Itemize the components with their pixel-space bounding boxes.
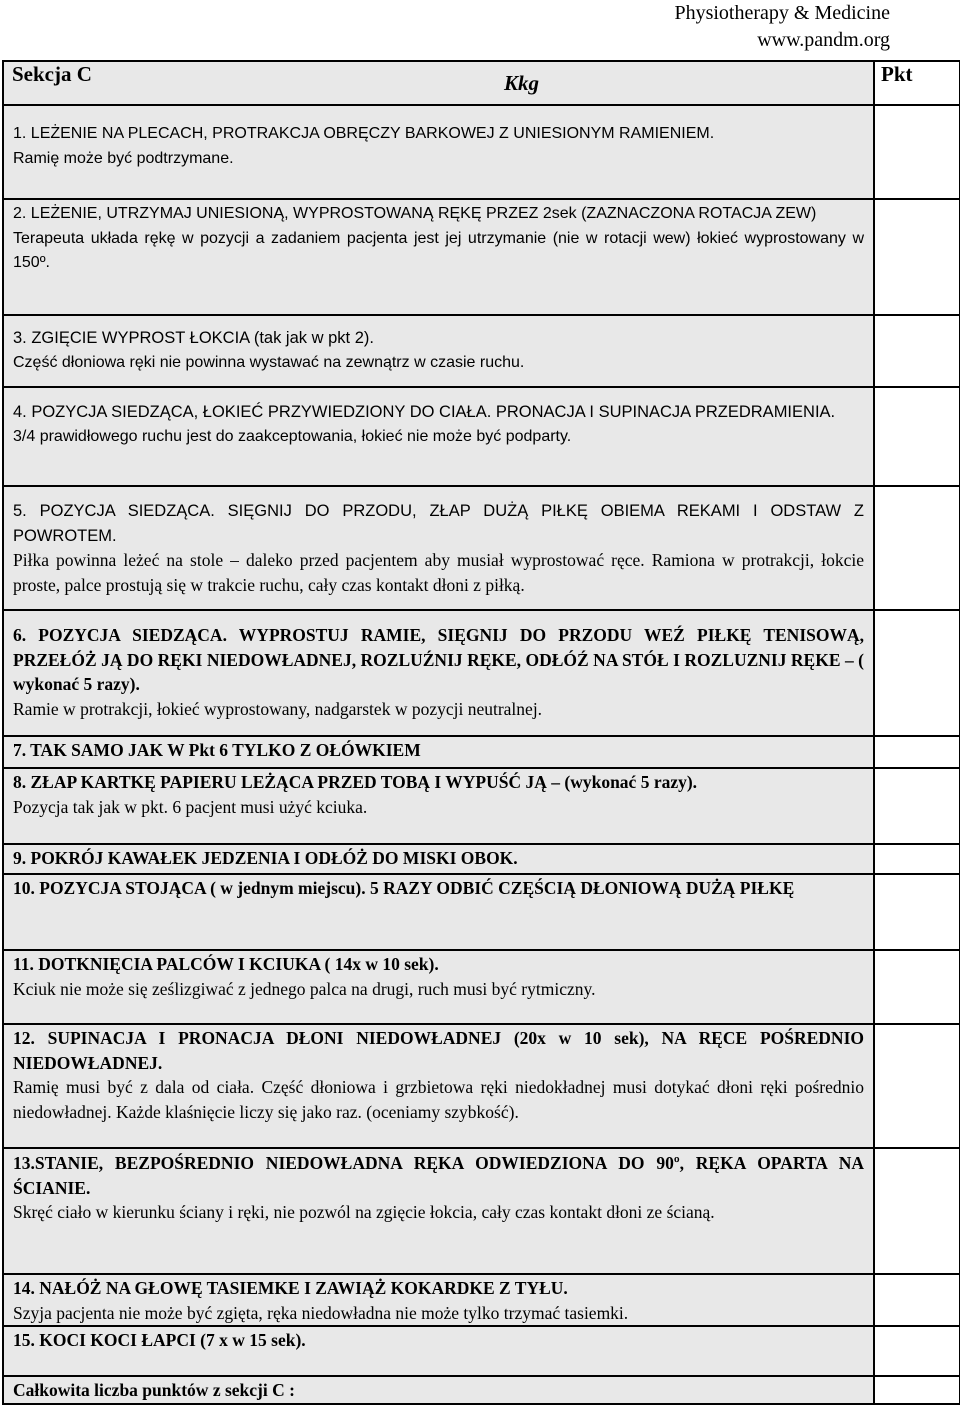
table-row bbox=[3, 1148, 960, 1274]
table-row bbox=[3, 1274, 960, 1326]
item-title: 10. POZYCJA STOJĄCA ( w jednym miejscu). 5 RAZY ODBIĆ CZĘŚCIĄ DŁONIOWĄ DUŻĄ PIŁKĘ bbox=[13, 878, 795, 898]
item-title: 5. POZYCJA SIEDZĄCA. SIĘGNIJ DO PRZODU, ZŁAP DUŻĄ PIŁKĘ OBIEMA REKAMI I ODSTAW Z POWROTEM. bbox=[13, 502, 864, 545]
points-cell[interactable] bbox=[874, 768, 960, 844]
journal-name: Physiotherapy & Medicine bbox=[674, 2, 890, 24]
item-title: 7. TAK SAMO JAK W Pkt 6 TYLKO Z OŁÓWKIEM bbox=[13, 740, 421, 760]
item-title: 3. ZGIĘCIE WYPROST ŁOKCIA (tak jak w pkt 2). bbox=[13, 329, 374, 347]
points-cell[interactable] bbox=[874, 315, 960, 387]
points-cell[interactable] bbox=[874, 874, 960, 950]
table-row bbox=[3, 105, 960, 199]
item-cell bbox=[3, 874, 874, 950]
points-cell[interactable] bbox=[874, 105, 960, 199]
table-row bbox=[3, 844, 960, 874]
item-cell bbox=[3, 768, 874, 844]
item-cell bbox=[3, 950, 874, 1024]
item-description: Ramie w protrakcji, łokieć wyprostowany, nadgarstek w pozycji neutralnej. bbox=[13, 698, 543, 719]
table-row bbox=[3, 1326, 960, 1376]
item-title: 4. POZYCJA SIEDZĄCA, ŁOKIEĆ PRZYWIEDZIONY DO CIAŁA. PRONACJA I SUPINACJA PRZEDRAMIENIA. bbox=[13, 403, 836, 421]
item-cell bbox=[3, 315, 874, 387]
item-description: Kciuk nie może się ześlizgiwać z jednego palca na drugi, ruch musi być rytmiczny. bbox=[13, 978, 596, 999]
table-row bbox=[3, 387, 960, 486]
table-row bbox=[3, 950, 960, 1024]
points-cell[interactable] bbox=[874, 844, 960, 874]
pkt-header: Pkt bbox=[874, 61, 960, 105]
table-row bbox=[3, 1024, 960, 1148]
total-cell bbox=[3, 1376, 874, 1404]
points-cell[interactable] bbox=[874, 736, 960, 768]
item-title: 6. POZYCJA SIEDZĄCA. WYPROSTUJ RAMIE, SIĘGNIJ DO PRZODU WEŹ PIŁKĘ TENISOWĄ, PRZEŁÓŻ JĄ DO RĘKI NIEDOWŁADNEJ, ROZLUŹNIJ RĘKE, ODŁÓŹ NA STÓŁ I ROZLUZNIJ RĘKE – ( wykonać 5 razy). bbox=[13, 625, 864, 694]
item-cell bbox=[3, 736, 874, 768]
table-row bbox=[3, 736, 960, 768]
table-row bbox=[3, 874, 960, 950]
item-title: 13.STANIE, BEZPOŚREDNIO NIEDOWŁADNA RĘKA ODWIEDZIONA DO 90º, RĘKA OPARTA NA ŚCIANIE. bbox=[13, 1153, 864, 1198]
points-cell[interactable] bbox=[874, 950, 960, 1024]
item-title: 9. POKRÓJ KAWAŁEK JEDZENIA I ODŁÓŻ DO MISKI OBOK. bbox=[13, 848, 518, 868]
item-cell bbox=[3, 844, 874, 874]
points-cell[interactable] bbox=[874, 486, 960, 610]
points-cell[interactable] bbox=[874, 1326, 960, 1376]
item-cell bbox=[3, 199, 874, 315]
item-cell bbox=[3, 1148, 874, 1274]
table-row bbox=[3, 610, 960, 736]
journal-url: www.pandm.org bbox=[757, 29, 890, 51]
total-label: Całkowita liczba punktów z sekcji C : bbox=[13, 1380, 295, 1400]
item-cell bbox=[3, 387, 874, 486]
points-cell[interactable] bbox=[874, 1024, 960, 1148]
kkg-label: Kkg bbox=[504, 71, 540, 95]
points-cell[interactable] bbox=[874, 199, 960, 315]
item-title: 2. LEŻENIE, UTRZYMAJ UNIESIONĄ, WYPROSTOWANĄ RĘKĘ PRZEZ 2sek (ZAZNACZONA ROTACJA ZEW) bbox=[13, 205, 817, 222]
item-cell bbox=[3, 1024, 874, 1148]
item-cell bbox=[3, 105, 874, 199]
item-title: 12. SUPINACJA I PRONACJA DŁONI NIEDOWŁADNEJ (20x w 10 sek), NA RĘCE POŚREDNIO NIEDOWŁADNEJ. bbox=[13, 1028, 864, 1073]
item-description: Piłka powinna leżeć na stole – daleko przed pacjentem aby musiał wyprostować ręce. Ramiona w protrakcji, łokcie proste, palce prostują się w trakcie ruchu, cały czas kontakt dłoni z piłką. bbox=[13, 550, 864, 595]
points-cell[interactable] bbox=[874, 387, 960, 486]
item-cell bbox=[3, 1274, 874, 1326]
points-cell[interactable] bbox=[874, 610, 960, 736]
item-title: 15. KOCI KOCI ŁAPCI (7 x w 15 sek). bbox=[13, 1330, 306, 1350]
item-description: 3/4 prawidłowego ruchu jest do zaakceptowania, łokieć nie może być podparty. bbox=[13, 427, 572, 445]
item-title: 11. DOTKNIĘCIA PALCÓW I KCIUKA ( 14x w 10 sek). bbox=[13, 954, 439, 974]
item-description: Pozycja tak jak w pkt. 6 pacjent musi użyć kciuka. bbox=[13, 796, 368, 817]
section-title: Sekcja C bbox=[12, 62, 92, 86]
item-cell bbox=[3, 1326, 874, 1376]
total-row bbox=[3, 1376, 960, 1404]
table-row bbox=[3, 315, 960, 387]
item-description: Część dłoniowa ręki nie powinna wystawać na zewnątrz w czasie ruchu. bbox=[13, 353, 525, 371]
table-row bbox=[3, 768, 960, 844]
item-description: Ramię musi być z dala od ciała. Część dłoniowa i grzbietowa ręki niedokładnej musi dotykać dłoni ręki pośrednio niedowładnej. Każde klaśnięcie liczy się jako raz. (oceniamy szybkość). bbox=[13, 1077, 864, 1122]
item-description: Ramię może być podtrzymane. bbox=[13, 149, 234, 167]
table-header-row bbox=[3, 61, 960, 105]
section-header-cell bbox=[3, 61, 874, 105]
item-description: Terapeuta układa rękę w pozycji a zadaniem pacjenta jest jej utrzymanie (nie w rotacji wew) łokieć wyprostowany w 150º. bbox=[13, 229, 864, 271]
points-cell[interactable] bbox=[874, 1274, 960, 1326]
item-description: Skręć ciało w kierunku ściany i ręki, nie pozwól na zgięcie łokcia, cały czas kontakt dłoni ze ścianą. bbox=[13, 1202, 715, 1222]
table-row bbox=[3, 486, 960, 610]
item-title: 8. ZŁAP KARTKĘ PAPIERU LEŻĄCA PRZED TOBĄ I WYPUŚĆ JĄ – (wykonać 5 razy). bbox=[13, 772, 698, 792]
page-header bbox=[674, 0, 890, 54]
item-cell bbox=[3, 486, 874, 610]
item-title: 1. LEŻENIE NA PLECACH, PROTRAKCJA OBRĘCZY BARKOWEJ Z UNIESIONYM RAMIENIEM. bbox=[13, 125, 715, 142]
item-title: 14. NAŁÓŻ NA GŁOWĘ TASIEMKE I ZAWIĄŻ KOKARDKE Z TYŁU. bbox=[13, 1278, 568, 1298]
assessment-table bbox=[2, 60, 960, 1405]
item-cell bbox=[3, 610, 874, 736]
points-cell[interactable] bbox=[874, 1148, 960, 1274]
table-row bbox=[3, 199, 960, 315]
item-description: Szyja pacjenta nie może być zgięta, ręka niedowładna nie może tylko trzymać tasiemki. bbox=[13, 1302, 629, 1323]
total-points-cell[interactable] bbox=[874, 1376, 960, 1404]
